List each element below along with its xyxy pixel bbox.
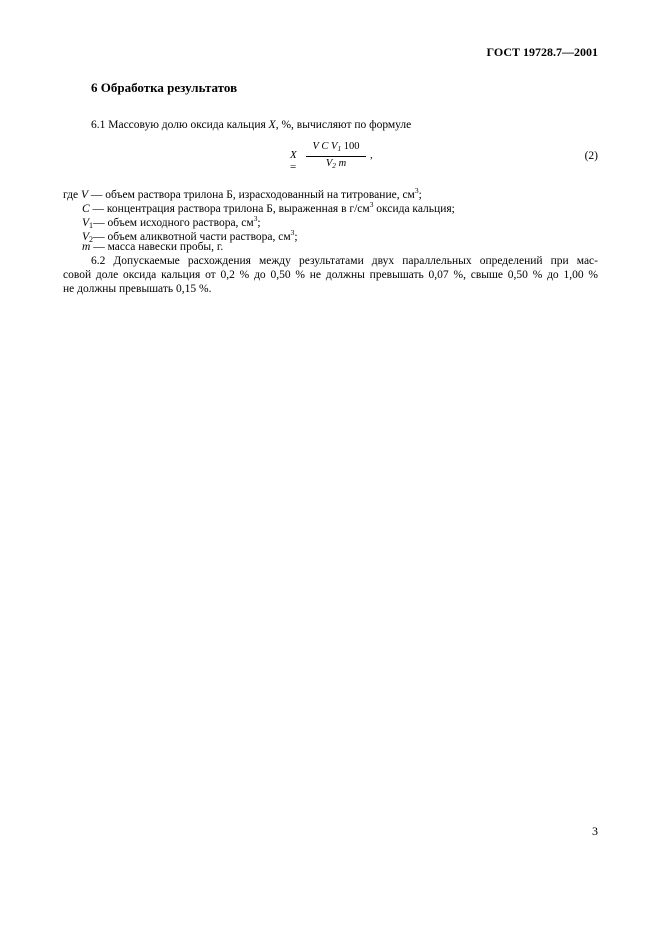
paragraph-6-2 <box>63 254 598 296</box>
fraction-bar <box>306 156 366 157</box>
para-6-1-text-b: , %, вычисляют по формуле <box>275 119 412 131</box>
section-title: 6 Обработка результатов <box>91 80 238 95</box>
formula-numerator: V C $V_1$ 100 <box>312 141 360 153</box>
para-6-1-text-a: Массовую долю оксида кальция <box>108 119 269 131</box>
page-number: 3 <box>592 824 598 838</box>
paragraph-6-1 <box>91 117 411 133</box>
para-6-2-line-3: не должны превышать 0,15 %. <box>63 283 212 295</box>
definition-v1: $V_1—$ объем исходного раствора, $см^3$; <box>82 214 261 230</box>
standard-code-header: ГОСТ 19728.7—2001 <box>486 45 598 59</box>
definition-c: C — концентрация раствора трилона Б, выраженная в $г/см^3$ оксида кальция; <box>82 200 455 215</box>
para-6-2-line-2: совой доле оксида кальция от 0,2 % до 0,50 % не должны превышать 0,07 %, свыше 0,50 % до 1,00 % <box>63 269 598 281</box>
formula-comma: , <box>370 149 373 161</box>
para-6-2-line-1: 6.2 Допускаемые расхождения между результатами двух параллельных определений при мас- <box>91 255 598 267</box>
para-6-1-var-x: X <box>268 119 276 131</box>
para-6-1-number: 6.1 <box>91 119 106 131</box>
definition-v2: $V_2—$ объем аликвотной части раствора, $см^3$; <box>82 228 298 244</box>
definition-v: где V — объем раствора трилона Б, израсходованный на титрование, $см^3$; <box>63 186 422 201</box>
formula-lhs: X = <box>290 149 297 173</box>
formula-number: (2) <box>584 150 598 162</box>
definition-m: m — масса навески пробы, г. <box>82 241 224 253</box>
formula-denominator: $V_2$ m <box>325 158 347 170</box>
